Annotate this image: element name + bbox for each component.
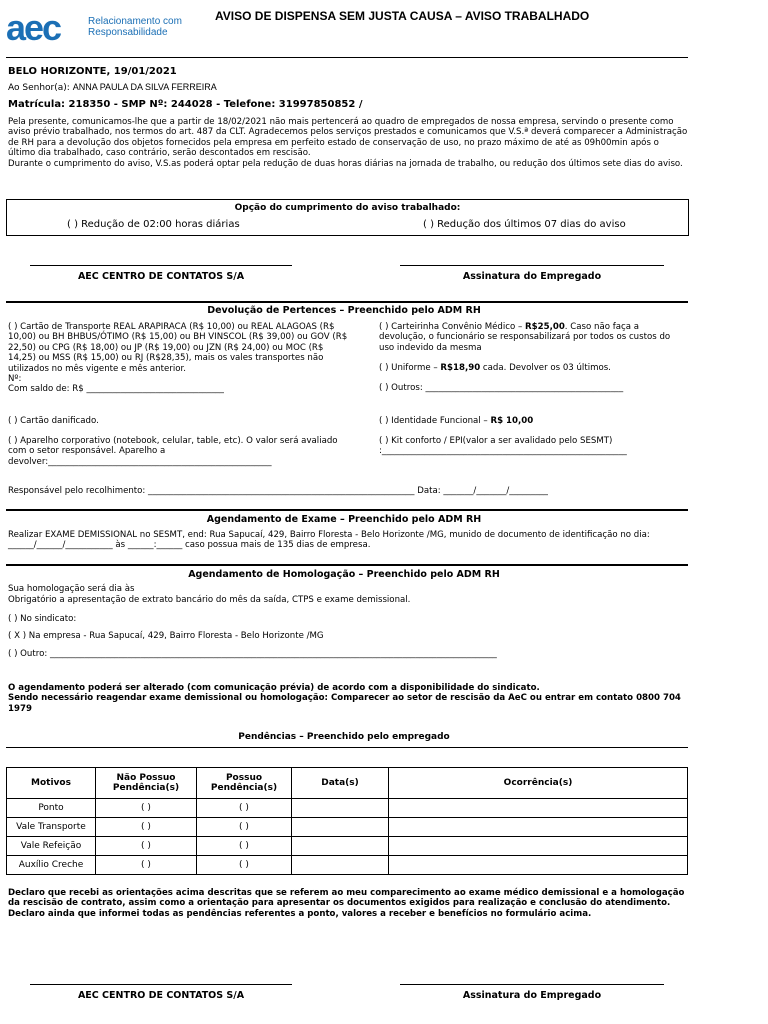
row-motivo: Auxílio Creche (7, 856, 96, 875)
row-motivo: Ponto (7, 799, 96, 818)
corporate-device-item[interactable]: ( ) Aparelho corporativo (notebook, celular, table, etc). O valor será avaliado com o setor responsável. Aparelho a devolver:____________________________________________________ (8, 436, 338, 467)
id-card-item[interactable] (379, 416, 533, 426)
addressee-name: ANNA PAULA DA SILVA FERREIRA (72, 82, 217, 92)
employee-signature-line (400, 265, 664, 266)
uniform-item[interactable] (379, 363, 611, 373)
others-item[interactable]: ( ) Outros: ______________________________________________ (379, 383, 624, 393)
employee-ids: Matrícula: 218350 - SMP Nº: 244028 - Telefone: 31997850852 / (8, 99, 363, 110)
col-possuo: Possuo Pendência(s) (197, 768, 292, 799)
company-signature-line (30, 265, 292, 266)
option-reduce-hours[interactable]: ( ) Redução de 02:00 horas diárias (67, 219, 240, 230)
row-motivo: Vale Transporte (7, 818, 96, 837)
scheduling-notice-2: Sendo necessário reagendar exame demissional ou homologação: Comparecer ao setor de rescisão da AeC ou entrar em contato 0800 704 1979 (8, 693, 681, 714)
row-nao-possuo[interactable]: ( ) (96, 818, 197, 837)
addressee-label: Ao Senhor(a): (8, 83, 70, 93)
company-signature-label-final: AEC CENTRO DE CONTATOS S/A (77, 990, 245, 1001)
homologacao-info (8, 584, 410, 606)
pendencias-divider (6, 747, 688, 748)
row-possuo[interactable]: ( ) (197, 818, 292, 837)
row-datas[interactable] (292, 837, 389, 856)
employee-signature-label: Assinatura do Empregado (462, 271, 602, 282)
homologacao-divider (6, 564, 688, 566)
transport-card-item[interactable] (8, 322, 348, 395)
intro-body (8, 117, 688, 169)
damaged-card-item[interactable]: ( ) Cartão danificado. (8, 416, 99, 426)
scheduling-notice-1: O agendamento poderá ser alterado (com comunicação prévia) de acordo com a disponibilidade do sindicato. (8, 683, 540, 693)
option-reduce-days[interactable]: ( ) Redução dos últimos 07 dias do aviso (423, 219, 626, 230)
row-nao-possuo[interactable]: ( ) (96, 799, 197, 818)
row-datas[interactable] (292, 818, 389, 837)
health-card-value: R$25,00 (525, 322, 565, 332)
col-ocorrencias: Ocorrência(s) (389, 768, 688, 799)
transport-card-number: Nº: (8, 374, 22, 385)
company-signature-line-final (30, 984, 292, 985)
row-datas[interactable] (292, 856, 389, 875)
exame-text: Realizar EXAME DEMISSIONAL no SESMT, end: Rua Sapucaí, 429, Bairro Floresta - Belo Horizonte /MG, munido de documento de identificação no dia: ______/______/___________ às ______:______ caso possua mais de 135 dias de empresa. (8, 530, 650, 551)
id-card-value: R$ 10,00 (490, 416, 534, 426)
table-row (7, 856, 688, 875)
pendencias-header-row (7, 768, 688, 799)
col-datas: Data(s) (292, 768, 389, 799)
city-date: BELO HORIZONTE, 19/01/2021 (8, 66, 177, 77)
devolucao-title: Devolução de Pertences – Preenchido pelo ADM RH (207, 305, 481, 316)
declaration-text: Declaro que recebi as orientações acima descritas que se referem ao meu comparecimento ao exame médico demissional e a homologação da rescisão de contrato, assim como a orientação para apresentar os documentos exigidos para realização e conclusão do atendimento. Declaro ainda que informei todas as pendências referentes a ponto, valores a receber e benefícios no formulário acima. (8, 888, 685, 919)
homologacao-date: Sua homologação será dia às (8, 584, 135, 594)
exame-divider (6, 509, 688, 511)
header-divider (6, 57, 688, 58)
uniform-note: cada. Devolver os 03 últimos. (480, 363, 611, 373)
intro-paragraph-2: Durante o cumprimento do aviso, V.S.as poderá optar pela redução de duas horas diárias na jornada de trabalho, ou redução dos últimos sete dias do aviso. (8, 158, 683, 169)
row-ocorrencias[interactable] (389, 856, 688, 875)
logo-wordmark: aec (6, 7, 61, 48)
row-possuo[interactable]: ( ) (197, 799, 292, 818)
logo-tagline-line-2: Responsabilidade (88, 27, 168, 38)
table-row (7, 799, 688, 818)
comfort-kit-item[interactable]: ( ) Kit conforto / EPI(valor a ser avalidado pelo SESMT) :_________________________________________________________ (379, 436, 627, 457)
scheduling-notice (8, 683, 688, 714)
uniform-label: ( ) Uniforme – (379, 363, 441, 373)
row-nao-possuo[interactable]: ( ) (96, 856, 197, 875)
row-possuo[interactable]: ( ) (197, 856, 292, 875)
company-signature-label: AEC CENTRO DE CONTATOS S/A (77, 271, 245, 282)
option-box (6, 199, 689, 236)
row-motivo: Vale Refeição (7, 837, 96, 856)
row-possuo[interactable]: ( ) (197, 837, 292, 856)
intro-paragraph-1: Pela presente, comunicamos-lhe que a partir de 18/02/2021 não mais pertencerá ao quadro de empregados de nossa empresa, servindo o presente como aviso prévio trabalhado, nos termos do art. 487 da CLT. Agradecemos pelos serviços prestados e comunicamos que V.S.ª deverá comparecer a Administração de RH para a devolução dos objetos fornecidos pela empresa em perfeito estado de conservação de uso, no prazo máximo de até as 09h00min após o último dia trabalhado, caso contrário, serão descontados em rescisão. (8, 117, 688, 159)
row-ocorrencias[interactable] (389, 837, 688, 856)
employee-signature-label-final: Assinatura do Empregado (462, 990, 602, 1001)
row-datas[interactable] (292, 799, 389, 818)
col-motivos: Motivos (7, 768, 96, 799)
addressee (8, 82, 217, 93)
option-empresa[interactable]: ( X ) Na empresa - Rua Sapucaí, 429, Bairro Floresta - Belo Horizonte /MG (8, 631, 324, 641)
row-ocorrencias[interactable] (389, 799, 688, 818)
exame-title: Agendamento de Exame – Preenchido pelo ADM RH (206, 514, 482, 525)
row-ocorrencias[interactable] (389, 818, 688, 837)
health-card-label: ( ) Carteirinha Convênio Médico – (379, 322, 526, 332)
col-nao-possuo: Não Possuo Pendência(s) (96, 768, 197, 799)
option-title: Opção do cumprimento do aviso trabalhado: (234, 203, 461, 213)
company-logo (6, 8, 186, 48)
health-card-item[interactable] (379, 322, 679, 353)
row-nao-possuo[interactable]: ( ) (96, 837, 197, 856)
document-title: AVISO DE DISPENSA SEM JUSTA CAUSA – AVISO TRABALHADO (215, 9, 590, 23)
uniform-value: R$18,90 (440, 363, 481, 373)
homologacao-title: Agendamento de Homologação – Preenchido pelo ADM RH (188, 569, 500, 580)
homologacao-requirements: Obrigatório a apresentação de extrato bancário do mês da saída, CTPS e exame demissional. (8, 595, 411, 605)
pendencias-title: Pendências – Preenchido pelo empregado (238, 732, 450, 742)
pendencias-table (6, 767, 688, 875)
logo-tagline (88, 16, 182, 38)
collection-responsible[interactable]: Responsável pelo recolhimento: ______________________________________________________________ Data: _______/_______/_________ (8, 486, 548, 496)
option-outro[interactable]: ( ) Outro: ________________________________________________________________________________________________________ (8, 649, 497, 659)
devolucao-divider (6, 301, 688, 303)
transport-card-balance: Com saldo de: R$ ________________________________ (8, 384, 224, 395)
transport-card-text: ( ) Cartão de Transporte REAL ARAPIRACA (R$ 10,00) ou REAL ALAGOAS (R$ 10,00) ou BH BHBUS/ÓTIMO (R$ 15,00) ou BH VINSCOL (R$ 39,00) ou GOV (R$ 22,50) ou CPG (R$ 18,00) ou JP (R$ 19,00) ou JZN (R$ 24,00) ou MOC (R$ 14,25) ou MSS (R$ 15,00) ou RJ (R$28,35), mais os vales transportes não utilizados no mês vigente e mês anterior. (8, 322, 348, 374)
table-row (7, 837, 688, 856)
id-card-label: ( ) Identidade Funcional – (379, 416, 491, 426)
logo-tagline-line-1: Relacionamento com (88, 16, 182, 27)
option-sindicato[interactable]: ( ) No sindicato: (8, 614, 77, 624)
employee-signature-line-final (400, 984, 664, 985)
health-card-note: . Caso não faça a devolução, o funcionário se responsabilizará por todos os custos do uso indevido da mesma (379, 322, 671, 353)
table-row (7, 818, 688, 837)
